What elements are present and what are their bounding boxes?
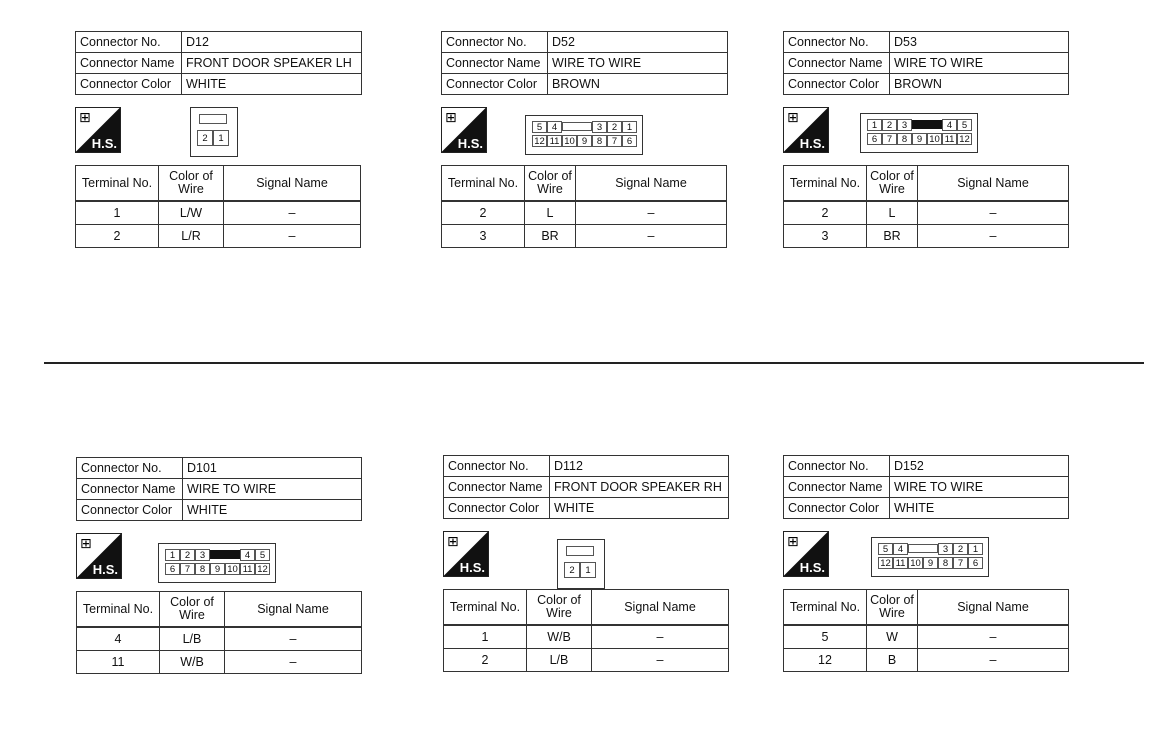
color-of-wire-header: Color of Wire <box>867 590 918 626</box>
connector-diagram-row <box>75 95 362 165</box>
connector-diagram-row <box>783 95 1069 165</box>
terminal-no-cell: 4 <box>77 627 160 651</box>
terminal-no-cell: 2 <box>76 225 159 248</box>
connector-color-value: BROWN <box>548 74 728 95</box>
connector-no-value: D152 <box>890 456 1069 477</box>
connector-name-label: Connector Name <box>784 53 890 74</box>
pin-6: 6 <box>968 557 983 569</box>
pin-2: 2 <box>180 549 195 561</box>
connector-icon: ⊞ <box>447 533 459 549</box>
hs-label: H.S. <box>799 136 825 151</box>
table-row <box>444 625 729 649</box>
pin-9: 9 <box>577 135 592 147</box>
terminal-no-cell: 2 <box>442 201 525 225</box>
pin-7: 7 <box>953 557 968 569</box>
terminal-table <box>76 591 362 674</box>
table-row <box>77 627 362 651</box>
pin-grid <box>197 114 229 146</box>
pin-8: 8 <box>938 557 953 569</box>
terminal-no-cell: 2 <box>784 201 867 225</box>
signal-name-cell: – <box>918 625 1069 649</box>
pin-7: 7 <box>607 135 622 147</box>
signal-name-cell: – <box>225 627 362 651</box>
signal-name-cell: – <box>576 201 727 225</box>
table-row <box>444 649 729 672</box>
hs-badge <box>783 107 829 153</box>
terminal-table <box>783 589 1069 672</box>
connector-info-table <box>75 31 362 95</box>
wire-color-cell: BR <box>867 225 918 248</box>
connector-face-diagram <box>871 537 989 577</box>
pin-8: 8 <box>592 135 607 147</box>
signal-name-cell: – <box>918 225 1069 248</box>
pin-6: 6 <box>165 563 180 575</box>
pin-10: 10 <box>908 557 923 569</box>
table-row <box>442 225 727 248</box>
connector-no-label: Connector No. <box>77 458 183 479</box>
terminal-no-cell: 3 <box>784 225 867 248</box>
color-of-wire-header: Color of Wire <box>527 590 592 626</box>
connector-name-value: WIRE TO WIRE <box>890 53 1069 74</box>
connector-no-label: Connector No. <box>76 32 182 53</box>
connector-face-diagram <box>557 539 605 589</box>
table-row <box>442 201 727 225</box>
signal-name-cell: – <box>224 201 361 225</box>
pin-4: 4 <box>240 549 255 561</box>
pin-grid <box>867 119 972 145</box>
terminal-no-cell: 1 <box>444 625 527 649</box>
pin-9: 9 <box>923 557 938 569</box>
connector-color-value: BROWN <box>890 74 1069 95</box>
connector-info-table <box>443 455 729 519</box>
pin-5: 5 <box>532 121 547 133</box>
connector-face-diagram <box>860 113 978 153</box>
hs-label: H.S. <box>92 562 118 577</box>
pin-4: 4 <box>547 121 562 133</box>
color-of-wire-header: Color of Wire <box>525 166 576 202</box>
connector-color-value: WHITE <box>550 498 729 519</box>
pin-1: 1 <box>867 119 882 131</box>
connector-icon: ⊞ <box>79 109 91 125</box>
terminal-table <box>443 589 729 672</box>
keyway-slot <box>908 544 938 553</box>
connector-block-d152 <box>783 455 1069 672</box>
connector-color-label: Connector Color <box>77 500 183 521</box>
section-divider <box>44 362 1144 364</box>
table-row <box>784 225 1069 248</box>
pin-3: 3 <box>592 121 607 133</box>
terminal-table <box>441 165 727 248</box>
color-of-wire-header: Color of Wire <box>867 166 918 202</box>
pin-grid <box>532 121 637 147</box>
terminal-table <box>783 165 1069 248</box>
connector-name-value: FRONT DOOR SPEAKER LH <box>182 53 362 74</box>
wire-color-cell: L/W <box>159 201 224 225</box>
pin-8: 8 <box>897 133 912 145</box>
connector-no-value: D52 <box>548 32 728 53</box>
connector-name-value: WIRE TO WIRE <box>548 53 728 74</box>
table-row <box>784 649 1069 672</box>
pin-10: 10 <box>225 563 240 575</box>
pin-2: 2 <box>953 543 968 555</box>
keyway-slot <box>562 122 592 131</box>
signal-name-cell: – <box>576 225 727 248</box>
pin-5: 5 <box>878 543 893 555</box>
signal-name-header: Signal Name <box>576 166 727 202</box>
pin-2: 2 <box>564 562 580 578</box>
connector-name-label: Connector Name <box>784 477 890 498</box>
terminal-no-header: Terminal No. <box>76 166 159 202</box>
pin-6: 6 <box>867 133 882 145</box>
connector-info-table <box>783 31 1069 95</box>
connector-no-value: D112 <box>550 456 729 477</box>
pin-4: 4 <box>942 119 957 131</box>
hs-badge <box>75 107 121 153</box>
pin-12: 12 <box>532 135 547 147</box>
pin-11: 11 <box>547 135 562 147</box>
signal-name-cell: – <box>592 625 729 649</box>
pin-11: 11 <box>893 557 908 569</box>
connector-color-label: Connector Color <box>444 498 550 519</box>
pin-3: 3 <box>938 543 953 555</box>
pin-6: 6 <box>622 135 637 147</box>
hs-badge <box>76 533 122 579</box>
pin-2: 2 <box>607 121 622 133</box>
connector-color-value: WHITE <box>890 498 1069 519</box>
keyway-slot <box>199 114 227 124</box>
connector-color-label: Connector Color <box>76 74 182 95</box>
wire-color-cell: L/R <box>159 225 224 248</box>
connector-name-label: Connector Name <box>444 477 550 498</box>
pin-9: 9 <box>210 563 225 575</box>
connector-color-label: Connector Color <box>442 74 548 95</box>
connector-name-label: Connector Name <box>442 53 548 74</box>
connector-name-label: Connector Name <box>77 479 183 500</box>
wire-color-cell: B <box>867 649 918 672</box>
connector-icon: ⊞ <box>787 533 799 549</box>
signal-name-cell: – <box>918 201 1069 225</box>
pin-1: 1 <box>580 562 596 578</box>
pin-1: 1 <box>213 130 229 146</box>
connector-block-d12 <box>75 31 362 248</box>
connector-face-diagram <box>190 107 238 157</box>
wire-color-cell: L/B <box>527 649 592 672</box>
connector-diagram-row <box>443 519 729 589</box>
pin-3: 3 <box>195 549 210 561</box>
hs-badge <box>783 531 829 577</box>
connector-diagram-row <box>76 521 362 591</box>
connector-face-diagram <box>158 543 276 583</box>
table-row <box>77 651 362 674</box>
hs-badge <box>443 531 489 577</box>
pin-9: 9 <box>912 133 927 145</box>
pin-3: 3 <box>897 119 912 131</box>
terminal-table <box>75 165 361 248</box>
connector-block-d53 <box>783 31 1069 248</box>
connector-color-value: WHITE <box>183 500 362 521</box>
connector-icon: ⊞ <box>80 535 92 551</box>
connector-no-label: Connector No. <box>444 456 550 477</box>
pin-12: 12 <box>878 557 893 569</box>
pin-11: 11 <box>942 133 957 145</box>
terminal-no-cell: 12 <box>784 649 867 672</box>
pin-7: 7 <box>882 133 897 145</box>
pin-11: 11 <box>240 563 255 575</box>
connector-block-d101 <box>76 457 362 674</box>
signal-name-cell: – <box>592 649 729 672</box>
connector-name-value: WIRE TO WIRE <box>890 477 1069 498</box>
connector-color-value: WHITE <box>182 74 362 95</box>
connector-diagram-row <box>441 95 728 165</box>
connector-info-table <box>441 31 728 95</box>
table-row <box>784 201 1069 225</box>
connector-info-table <box>783 455 1069 519</box>
connector-name-value: FRONT DOOR SPEAKER RH <box>550 477 729 498</box>
terminal-no-cell: 1 <box>76 201 159 225</box>
hs-badge <box>441 107 487 153</box>
signal-name-cell: – <box>918 649 1069 672</box>
pin-1: 1 <box>968 543 983 555</box>
connector-icon: ⊞ <box>787 109 799 125</box>
wire-color-cell: L/B <box>160 627 225 651</box>
pin-5: 5 <box>255 549 270 561</box>
table-row <box>76 225 361 248</box>
pin-1: 1 <box>165 549 180 561</box>
wire-color-cell: W/B <box>160 651 225 674</box>
hs-label: H.S. <box>799 560 825 575</box>
connector-block-d112 <box>443 455 729 672</box>
pin-1: 1 <box>622 121 637 133</box>
terminal-no-header: Terminal No. <box>77 592 160 628</box>
pin-grid <box>564 546 596 578</box>
terminal-no-cell: 5 <box>784 625 867 649</box>
signal-name-header: Signal Name <box>918 590 1069 626</box>
pin-7: 7 <box>180 563 195 575</box>
key-block <box>210 550 240 559</box>
keyway-slot <box>566 546 594 556</box>
terminal-no-cell: 11 <box>77 651 160 674</box>
terminal-no-cell: 3 <box>442 225 525 248</box>
table-row <box>784 625 1069 649</box>
connector-no-label: Connector No. <box>784 456 890 477</box>
connector-info-table <box>76 457 362 521</box>
terminal-no-header: Terminal No. <box>442 166 525 202</box>
wire-color-cell: L <box>867 201 918 225</box>
key-block <box>912 120 942 129</box>
connector-icon: ⊞ <box>445 109 457 125</box>
connector-no-value: D101 <box>183 458 362 479</box>
terminal-no-header: Terminal No. <box>784 590 867 626</box>
hs-label: H.S. <box>459 560 485 575</box>
wire-color-cell: BR <box>525 225 576 248</box>
terminal-no-cell: 2 <box>444 649 527 672</box>
pin-5: 5 <box>957 119 972 131</box>
pin-10: 10 <box>927 133 942 145</box>
signal-name-header: Signal Name <box>225 592 362 628</box>
signal-name-cell: – <box>224 225 361 248</box>
pin-12: 12 <box>255 563 270 575</box>
connector-name-value: WIRE TO WIRE <box>183 479 362 500</box>
table-row <box>76 201 361 225</box>
pin-4: 4 <box>893 543 908 555</box>
connector-no-value: D53 <box>890 32 1069 53</box>
pin-10: 10 <box>562 135 577 147</box>
connector-no-label: Connector No. <box>784 32 890 53</box>
color-of-wire-header: Color of Wire <box>160 592 225 628</box>
wire-color-cell: W <box>867 625 918 649</box>
wire-color-cell: W/B <box>527 625 592 649</box>
connector-name-label: Connector Name <box>76 53 182 74</box>
signal-name-header: Signal Name <box>592 590 729 626</box>
connector-no-label: Connector No. <box>442 32 548 53</box>
pin-2: 2 <box>882 119 897 131</box>
signal-name-header: Signal Name <box>918 166 1069 202</box>
terminal-no-header: Terminal No. <box>784 166 867 202</box>
pin-2: 2 <box>197 130 213 146</box>
connector-color-label: Connector Color <box>784 498 890 519</box>
signal-name-cell: – <box>225 651 362 674</box>
connector-block-d52 <box>441 31 728 248</box>
signal-name-header: Signal Name <box>224 166 361 202</box>
terminal-no-header: Terminal No. <box>444 590 527 626</box>
pin-grid <box>878 543 983 569</box>
color-of-wire-header: Color of Wire <box>159 166 224 202</box>
connector-face-diagram <box>525 115 643 155</box>
pin-12: 12 <box>957 133 972 145</box>
connector-diagram-row <box>783 519 1069 589</box>
pin-8: 8 <box>195 563 210 575</box>
hs-label: H.S. <box>457 136 483 151</box>
wire-color-cell: L <box>525 201 576 225</box>
pin-grid <box>165 549 270 575</box>
connector-color-label: Connector Color <box>784 74 890 95</box>
connector-no-value: D12 <box>182 32 362 53</box>
hs-label: H.S. <box>91 136 117 151</box>
